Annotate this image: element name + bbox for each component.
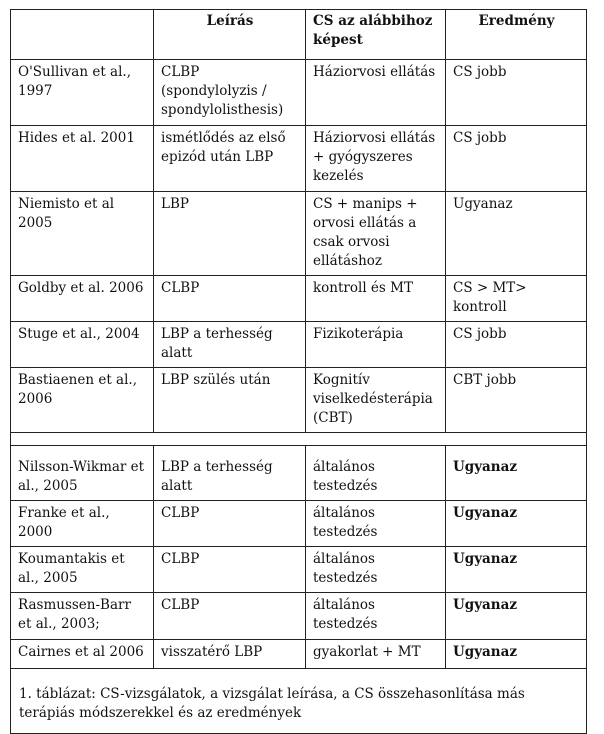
group-separator (11, 433, 587, 446)
study-cell: Bastiaenen et al., 2006 (11, 368, 154, 433)
study-cell: Cairnes et al 2006 (11, 640, 154, 669)
description-cell: ismétlődés az első epizód után LBP (154, 126, 306, 192)
header-result: Eredmény (446, 10, 587, 60)
study-cell: Hides et al. 2001 (11, 126, 154, 192)
study-cell: Franke et al., 2000 (11, 501, 154, 547)
study-cell: Koumantakis et al., 2005 (11, 547, 154, 593)
study-cell: Nilsson-Wikmar et al., 2005 (11, 446, 154, 501)
compared-cell: általános testedzés (306, 593, 446, 640)
description-cell: LBP a terhesség alatt (154, 446, 306, 501)
compared-cell: Háziorvosi ellátás (306, 60, 446, 126)
table-row (11, 60, 587, 126)
header-row (11, 10, 587, 60)
description-cell: CLBP (154, 547, 306, 593)
caption-row (11, 669, 587, 734)
cs-studies-table (10, 9, 587, 734)
compared-cell: kontroll és MT (306, 276, 446, 322)
result-cell: Ugyanaz (446, 547, 587, 593)
description-cell: LBP (154, 192, 306, 276)
compared-cell: Kognitív viselkedésterápia (CBT) (306, 368, 446, 433)
result-cell: Ugyanaz (446, 446, 587, 501)
description-cell: CLBP (spondylolyzis / spondylolisthesis) (154, 60, 306, 126)
description-cell: LBP szülés után (154, 368, 306, 433)
table-row (11, 640, 587, 669)
compared-cell: Fizikoterápia (306, 322, 446, 368)
table-row (11, 547, 587, 593)
study-cell: Rasmussen-Barr et al., 2003; (11, 593, 154, 640)
description-cell: visszatérő LBP (154, 640, 306, 669)
result-cell: CS > MT> kontroll (446, 276, 587, 322)
result-cell: CS jobb (446, 60, 587, 126)
compared-cell: Háziorvosi ellátás + gyógyszeres kezelés (306, 126, 446, 192)
description-cell: CLBP (154, 593, 306, 640)
table-row (11, 126, 587, 192)
description-cell: LBP a terhesség alatt (154, 322, 306, 368)
result-cell: CBT jobb (446, 368, 587, 433)
table-row (11, 593, 587, 640)
compared-cell: gyakorlat + MT (306, 640, 446, 669)
compared-cell: általános testedzés (306, 547, 446, 593)
table-caption: 1. táblázat: CS-vizsgálatok, a vizsgálat leírása, a CS összehasonlítása más terápiás módszerekkel és az eredmények (11, 669, 587, 734)
result-cell: Ugyanaz (446, 501, 587, 547)
header-compared: CS az alábbihoz képest (306, 10, 446, 60)
table-row (11, 501, 587, 547)
description-cell: CLBP (154, 501, 306, 547)
result-cell: CS jobb (446, 322, 587, 368)
compared-cell: CS + manips + orvosi ellátás a csak orvosi ellátáshoz (306, 192, 446, 276)
result-cell: Ugyanaz (446, 593, 587, 640)
header-description: Leírás (154, 10, 306, 60)
table-row (11, 446, 587, 501)
header-study (11, 10, 154, 60)
table-row (11, 322, 587, 368)
result-cell: CS jobb (446, 126, 587, 192)
compared-cell: általános testedzés (306, 501, 446, 547)
study-cell: Stuge et al., 2004 (11, 322, 154, 368)
result-cell: Ugyanaz (446, 192, 587, 276)
table-row (11, 192, 587, 276)
table-row (11, 276, 587, 322)
study-cell: Goldby et al. 2006 (11, 276, 154, 322)
study-cell: O'Sullivan et al., 1997 (11, 60, 154, 126)
table-row (11, 368, 587, 433)
result-cell: Ugyanaz (446, 640, 587, 669)
compared-cell: általános testedzés (306, 446, 446, 501)
description-cell: CLBP (154, 276, 306, 322)
study-cell: Niemisto et al 2005 (11, 192, 154, 276)
